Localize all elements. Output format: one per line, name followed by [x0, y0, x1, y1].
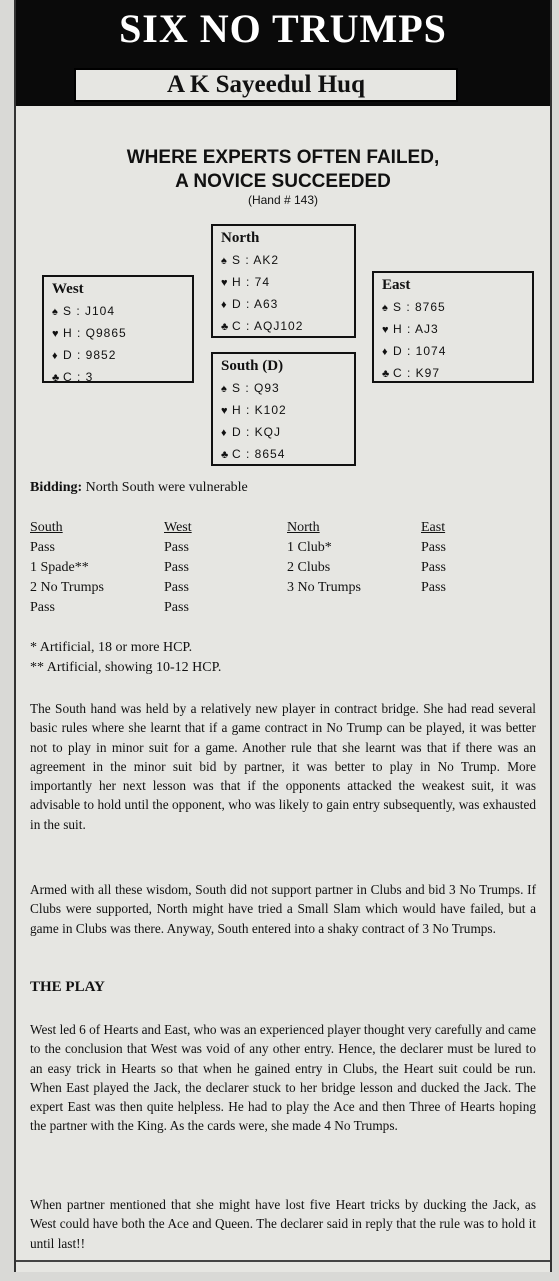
hand-name: West [52, 281, 84, 297]
spades-holding: ♠ S : J104 [52, 301, 184, 323]
paragraph-1: The South hand was held by a relatively new player in contract bridge. She had read several basic rules where she learnt that if a game contract in No Trump can be played, it was better not to play in minor suit for a game. Another rule that she learnt was that if there was an agreement in the minor suit bid by partner, it was better to play in No Trump. More importantly her next lesson was that if the opponents attacked the weakest suit, it was advisable to hold until the opponent, who was likely to gain entry subsequently, was exhausted in the suit. [30, 701, 536, 832]
club-icon: ♣ [221, 321, 230, 333]
clubs-holding: ♣ C : 8654 [221, 444, 346, 466]
bid: Pass [421, 560, 446, 575]
bidding-line [30, 480, 248, 496]
article-title: SIX NO TRUMPS [16, 0, 550, 58]
diamond-icon: ♦ [221, 299, 228, 311]
bidding-column-north [287, 518, 361, 598]
paragraph-4: When partner mentioned that she might have lost five Heart tricks by ducking the Jack, as West could have both the Ace and Queen. The declarer said in reply that the rule was to hold it until last!! [30, 1197, 536, 1251]
bidding-column-south [30, 518, 104, 618]
clubs-holding: ♣ C : 3 [52, 367, 184, 389]
section-heading-the-play: THE PLAY [30, 979, 105, 995]
bidding-column-east [421, 518, 446, 598]
diamond-icon: ♦ [221, 427, 228, 439]
bid: 2 No Trumps [30, 580, 104, 595]
spades-holding: ♠ S : AK2 [221, 250, 346, 272]
spade-icon: ♠ [221, 383, 228, 395]
bid: Pass [30, 600, 55, 615]
heart-icon: ♥ [221, 405, 229, 417]
vulnerability-text: North South were vulnerable [85, 480, 248, 495]
bottom-rule [16, 1260, 550, 1262]
paragraph-3: West led 6 of Hearts and East, who was an experienced player thought very carefully and came to the conclusion that West was void of any other entry. Hence, the declarer must be lured to an easy trick in Hearts so that when he gained entry in Clubs, the Heart suit could be run. When East played the Jack, the declarer stuck to her bridge lesson and ducked the Jack. The expert East was then quite helpless. He had to play the Ace and then Three of Hearts hoping the partner with the King. As the cards were, she made 4 No Trumps. [30, 1022, 536, 1134]
club-icon: ♣ [382, 368, 391, 380]
clubs-holding: ♣ C : AQJ102 [221, 316, 346, 338]
clubs-holding: ♣ C : K97 [382, 363, 524, 385]
hand-name: North [221, 230, 260, 246]
author-name: A K Sayeedul Huq [74, 68, 458, 102]
hand-name: South (D) [221, 358, 284, 374]
bid: Pass [421, 540, 446, 555]
article-page [14, 0, 552, 1272]
heart-icon: ♥ [382, 324, 390, 336]
bid: 1 Club* [287, 540, 332, 555]
spade-icon: ♠ [52, 306, 59, 318]
bid: Pass [30, 540, 55, 555]
bid: 2 Clubs [287, 560, 331, 575]
hand-name: East [382, 277, 411, 293]
spades-holding: ♠ S : Q93 [221, 378, 346, 400]
bid: Pass [164, 600, 189, 615]
bidding-column-header: East [421, 520, 446, 535]
diamond-icon: ♦ [52, 350, 59, 362]
paragraph-2: Armed with all these wisdom, South did not support partner in Clubs and bid 3 No Trumps. If Clubs were supported, North might have tried a Small Slam which would have failed, but a game in Clubs was there. Anyway, South entered into a shaky contract of 3 No Trumps. [30, 882, 536, 936]
hand-number: (Hand # 143) [247, 193, 319, 207]
diamonds-holding: ♦ D : KQJ [221, 422, 346, 444]
hearts-holding: ♥ H : 74 [221, 272, 346, 294]
club-icon: ♣ [52, 372, 61, 384]
bid: Pass [164, 580, 189, 595]
bid: Pass [421, 580, 446, 595]
author-bar [16, 58, 550, 106]
headline-line-1: WHERE EXPERTS OFTEN FAILED, [126, 147, 440, 168]
bidding-column-header: South [30, 520, 63, 535]
hearts-holding: ♥ H : AJ3 [382, 319, 524, 341]
west-hand [42, 275, 194, 383]
hearts-holding: ♥ H : K102 [221, 400, 346, 422]
footnote-2: ** Artificial, showing 10-12 HCP. [30, 660, 222, 675]
heart-icon: ♥ [52, 328, 60, 340]
bidding-label: Bidding: [30, 480, 83, 495]
footnote-1: * Artificial, 18 or more HCP. [30, 640, 193, 655]
spades-holding: ♠ S : 8765 [382, 297, 524, 319]
bid: 3 No Trumps [287, 580, 361, 595]
diamond-icon: ♦ [382, 346, 389, 358]
heart-icon: ♥ [221, 277, 229, 289]
bidding-column-header: West [164, 520, 192, 535]
bid: Pass [164, 560, 189, 575]
south-hand [211, 352, 356, 466]
diamonds-holding: ♦ D : A63 [221, 294, 346, 316]
bid: 1 Spade** [30, 560, 89, 575]
bid: Pass [164, 540, 189, 555]
spade-icon: ♠ [221, 255, 228, 267]
headline-line-2: A NOVICE SUCCEEDED [175, 171, 391, 192]
north-hand [211, 224, 356, 338]
bidding-column-header: North [287, 520, 320, 535]
bidding-column-west [164, 518, 192, 618]
spade-icon: ♠ [382, 302, 389, 314]
east-hand [372, 271, 534, 383]
hearts-holding: ♥ H : Q9865 [52, 323, 184, 345]
diamonds-holding: ♦ D : 9852 [52, 345, 184, 367]
club-icon: ♣ [221, 449, 230, 461]
diamonds-holding: ♦ D : 1074 [382, 341, 524, 363]
